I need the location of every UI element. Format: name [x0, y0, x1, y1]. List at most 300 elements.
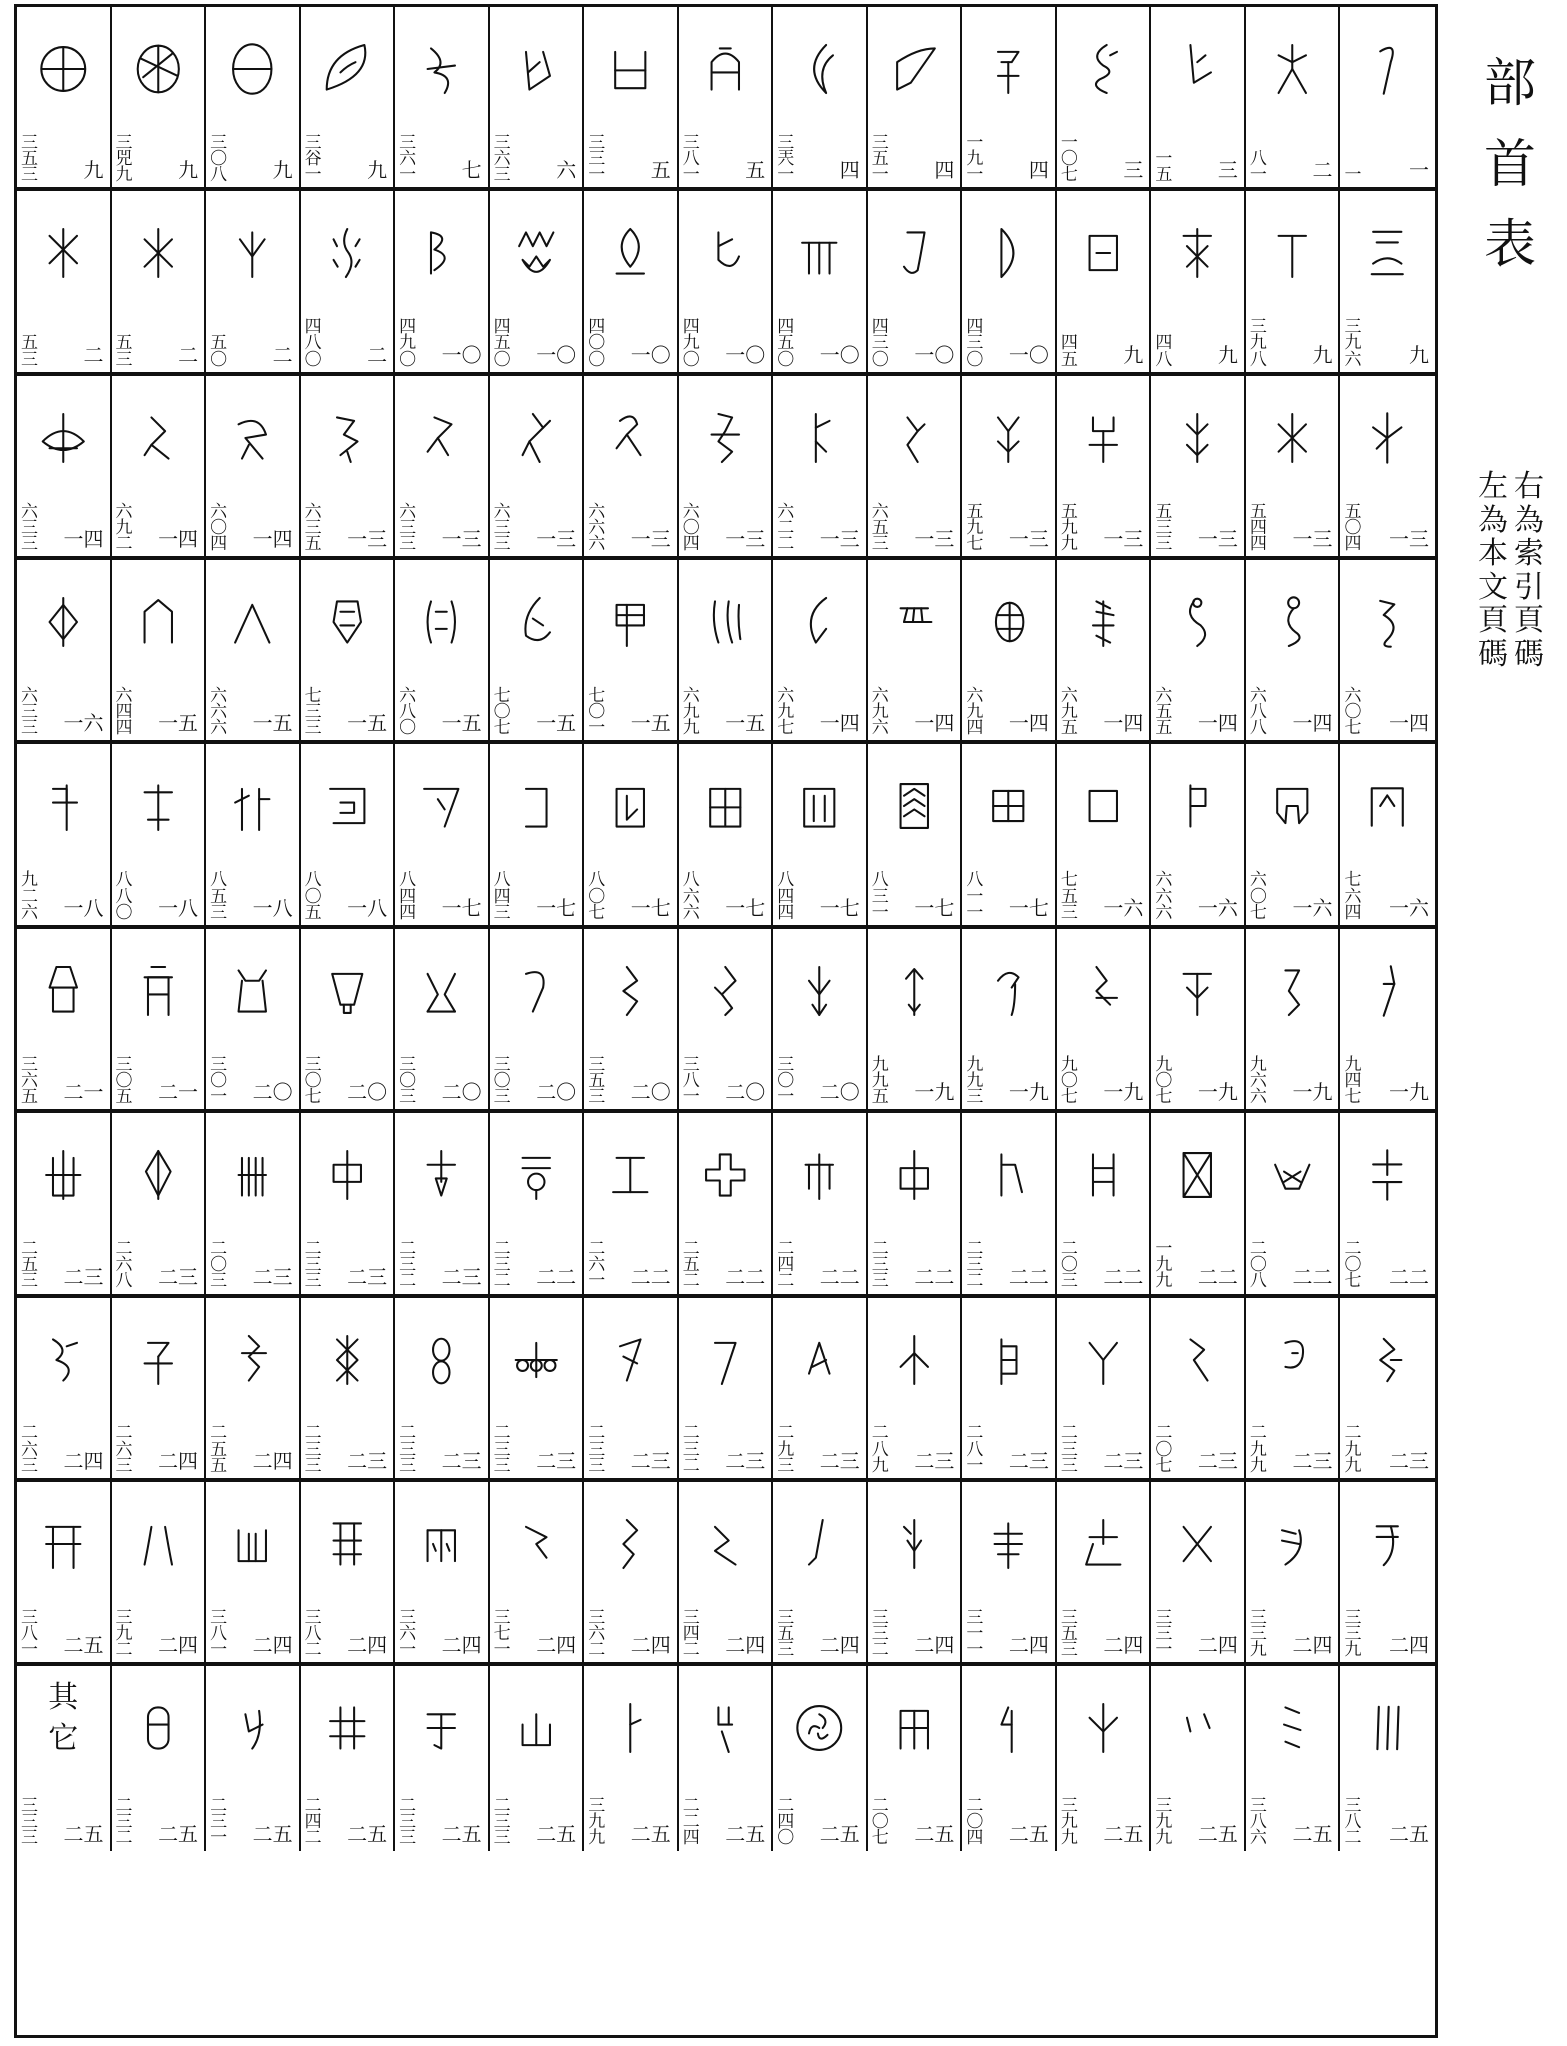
text-page-number: 二二: [819, 1264, 860, 1289]
index-page-number: 二 三 三: [493, 1423, 511, 1476]
index-page-number: 二 三 二: [493, 1239, 511, 1292]
radical-entry: [490, 929, 585, 1113]
radical-glyph-icon: [218, 945, 287, 1037]
radical-glyph-icon: [313, 1682, 382, 1774]
radical-glyph-icon: [785, 1129, 854, 1221]
index-page-number: 五 四 四: [1249, 501, 1267, 554]
radical-glyph-icon: [691, 945, 760, 1037]
text-page-number: 二五: [914, 1821, 955, 1846]
index-page-number: 一 五: [1155, 149, 1173, 186]
radical-entry: [1151, 376, 1246, 560]
radical-entry: [112, 1298, 207, 1482]
radical-entry: [17, 560, 112, 744]
text-page-number: 九: [367, 158, 388, 183]
text-page-number: 一九: [1103, 1080, 1144, 1105]
text-page-number: 四: [934, 158, 955, 183]
text-page-number: 二〇: [819, 1080, 860, 1105]
index-page-number: 四 三 〇: [871, 317, 889, 370]
index-page-number: 二 九 九: [1249, 1423, 1267, 1476]
index-page-number: 二 五 二: [682, 1239, 700, 1292]
text-page-number: 一五: [441, 711, 482, 736]
text-page-number: 一〇: [441, 342, 482, 367]
text-page-number: 一五: [347, 711, 388, 736]
text-page-number: 二〇: [347, 1080, 388, 1105]
index-page-number: 二 〇 八: [1249, 1239, 1267, 1292]
index-page-number: 五 三 三: [1155, 501, 1173, 554]
index-page-number: 三 八 一: [682, 1054, 700, 1108]
index-page-number: 五 九 九: [1060, 501, 1078, 554]
text-page-number: 一九: [1197, 1080, 1238, 1105]
index-note: [1478, 440, 1567, 780]
radical-entry: [17, 929, 112, 1113]
radical-entry: [679, 191, 774, 375]
radical-glyph-icon: [974, 392, 1043, 484]
radical-glyph-icon: [1069, 207, 1138, 299]
radical-glyph-icon: [785, 1314, 854, 1406]
radical-entry: [679, 1298, 774, 1482]
radical-glyph-icon: [407, 1314, 476, 1406]
radical-glyph-icon: [1163, 576, 1232, 668]
radical-entry: [1340, 1113, 1435, 1297]
radical-entry: [395, 929, 490, 1113]
index-page-number: 九 〇 七: [1155, 1054, 1173, 1108]
radical-entry: [1246, 929, 1341, 1113]
text-page-number: 二四: [536, 1633, 577, 1658]
text-page-number: 一七: [630, 895, 671, 920]
radical-entry: [1151, 191, 1246, 375]
radical-entry: [17, 1482, 112, 1666]
radical-glyph-icon: [313, 23, 382, 115]
title-char: 首: [1484, 134, 1537, 195]
text-page-number: 二〇: [536, 1080, 577, 1105]
index-page-number: 二 三 二: [399, 1239, 417, 1292]
text-page-number: 二二: [914, 1264, 955, 1289]
text-page-number: 二五: [252, 1821, 293, 1846]
text-page-number: 一六: [1388, 895, 1429, 920]
radical-entry: [17, 744, 112, 928]
index-page-number: 二 四 二: [304, 1796, 322, 1849]
radical-glyph-icon: [218, 760, 287, 852]
index-page-number: 四 八: [1155, 333, 1173, 370]
text-page-number: 一七: [725, 895, 766, 920]
radical-glyph-icon: [785, 1498, 854, 1590]
radical-glyph-icon: [407, 1682, 476, 1774]
radical-entry: [1151, 929, 1246, 1113]
radical-entry: [1057, 1666, 1152, 1850]
index-page-number: 三 八 一: [682, 132, 700, 186]
radical-entry: [1057, 1482, 1152, 1666]
index-page-number: 八 八 〇: [115, 870, 133, 923]
index-page-number: 六 九 五: [1060, 686, 1078, 739]
radical-glyph-icon: [1352, 1682, 1423, 1774]
radical-glyph-icon: [785, 392, 854, 484]
index-page-number: 三 八 二: [304, 1607, 322, 1661]
radical-glyph-icon: [596, 760, 665, 852]
radical-entry: [773, 560, 868, 744]
text-page-number: 二〇: [441, 1080, 482, 1105]
radical-entry: [773, 7, 868, 191]
radical-entry: [868, 7, 963, 191]
index-page-number: 六 九 七: [777, 686, 795, 739]
radical-glyph-icon: [1163, 1314, 1232, 1406]
radical-entry: [1246, 7, 1341, 191]
radical-entry: [490, 1666, 585, 1850]
text-page-number: 二四: [630, 1633, 671, 1658]
radical-entry: [1340, 191, 1435, 375]
index-page-number: 七 〇 一: [588, 686, 606, 739]
radical-glyph-icon: [29, 1129, 98, 1221]
index-page-number: 八 一 一: [966, 870, 984, 923]
index-page-number: 二 三 三: [871, 1239, 889, 1292]
index-page-number: 七 〇 七: [493, 686, 511, 739]
text-page-number: 一三: [914, 527, 955, 552]
radical-glyph-icon: [502, 576, 571, 668]
index-page-number: 六 八 〇: [399, 686, 417, 739]
text-page-number: 二四: [347, 1633, 388, 1658]
index-page-number: 四 八 〇: [304, 317, 322, 370]
radical-entry: [1151, 560, 1246, 744]
index-page-number: 二 三 三: [304, 1423, 322, 1476]
index-page-number: 六 三 三: [21, 686, 38, 739]
radical-glyph-icon: [880, 392, 949, 484]
radical-glyph-icon: [1258, 1682, 1327, 1774]
radical-entry: [112, 929, 207, 1113]
radical-entry: [301, 1298, 396, 1482]
index-page-number: 二 〇 七: [871, 1796, 889, 1849]
text-page-number: 一三: [1008, 527, 1049, 552]
radical-glyph-icon: [596, 945, 665, 1037]
radical-entry: [112, 560, 207, 744]
radical-entry: [679, 1666, 774, 1850]
radical-glyph-icon: [1069, 23, 1138, 115]
index-page-number: 二 六 一: [588, 1239, 606, 1292]
radical-entry: [962, 1298, 1057, 1482]
index-page-number: 二 〇 七: [1155, 1423, 1173, 1476]
index-page-number: 五 〇 四: [1344, 501, 1362, 554]
radical-glyph-icon: [313, 760, 382, 852]
radical-glyph-icon: [1258, 760, 1327, 852]
radical-entry: [1246, 1482, 1341, 1666]
radical-glyph-icon: [1258, 1129, 1327, 1221]
radical-entry: [112, 7, 207, 191]
radical-entry: [962, 1666, 1057, 1850]
radical-entry: [395, 744, 490, 928]
radical-glyph-icon: [407, 1129, 476, 1221]
radical-glyph-icon: [974, 23, 1043, 115]
index-page-number: 一 〇 七: [1060, 132, 1078, 186]
radical-glyph-icon: [124, 1498, 193, 1590]
radical-glyph-icon: [880, 1498, 949, 1590]
text-page-number: 二三: [1388, 1448, 1429, 1473]
index-page-number: 三 五 三: [777, 1607, 795, 1661]
text-page-number: 一三: [347, 527, 388, 552]
radical-glyph-icon: [880, 1129, 949, 1221]
index-page-number: 三 六 一: [399, 1607, 417, 1661]
radical-entry: [1151, 1113, 1246, 1297]
index-page-number: 二 三 一: [210, 1796, 228, 1849]
radical-entry: [773, 744, 868, 928]
radical-glyph-icon: [785, 23, 854, 115]
radical-entry: [962, 744, 1057, 928]
index-page-number: 三 〇 五: [115, 1054, 133, 1108]
index-page-number: 八 〇 五: [304, 870, 322, 923]
index-page-number: 六 〇 七: [1344, 686, 1362, 739]
radical-glyph-icon: [1258, 207, 1327, 299]
text-page-number: 一四: [914, 711, 955, 736]
index-page-number: 二 〇 四: [966, 1796, 984, 1849]
text-page-number: 九: [1217, 342, 1238, 367]
radical-glyph-icon: [1352, 207, 1423, 299]
text-page-number: 九: [1408, 342, 1429, 367]
index-page-number: 二 四 〇: [777, 1796, 795, 1849]
radical-entry: [112, 1482, 207, 1666]
index-page-number: 八 四 四: [777, 870, 795, 923]
index-page-number: 三 八 一: [21, 1607, 38, 1661]
text-page-number: 一七: [914, 895, 955, 920]
radical-entry: [301, 1113, 396, 1297]
radical-entry: [868, 1482, 963, 1666]
radical-entry: [1340, 1298, 1435, 1482]
text-page-number: 二三: [347, 1448, 388, 1473]
radical-entry: [1340, 376, 1435, 560]
page-title: [1484, 44, 1536, 286]
radical-entry: [17, 1113, 112, 1297]
radical-glyph-icon: [880, 576, 949, 668]
index-page-number: 三 六 三: [493, 132, 511, 186]
text-page-number: 二二: [1103, 1264, 1144, 1289]
radical-entry: [1340, 744, 1435, 928]
radical-entry: [584, 376, 679, 560]
index-page-number: 四 三 〇: [966, 317, 984, 370]
radical-glyph-icon: [1352, 760, 1423, 852]
index-page-number: 三 五 三: [21, 132, 38, 186]
text-page-number: 一三: [536, 527, 577, 552]
radical-entry: [490, 191, 585, 375]
text-page-number: 一四: [1388, 711, 1429, 736]
index-page-number: 四 五 〇: [777, 317, 795, 370]
radical-glyph-icon: [29, 1498, 98, 1590]
radical-glyph-icon: [596, 1314, 665, 1406]
index-page-number: 二 五 五: [210, 1423, 228, 1476]
text-page-number: 一三: [441, 527, 482, 552]
index-page-number: 三 三 三: [21, 1796, 38, 1849]
radical-entry: [395, 7, 490, 191]
radical-entry: [301, 1482, 396, 1666]
radical-entry: [868, 376, 963, 560]
radical-glyph-icon: [124, 1129, 193, 1221]
radical-entry: [584, 7, 679, 191]
index-page-number: 七 五 三: [1060, 870, 1078, 923]
radical-entry: [584, 1666, 679, 1850]
radical-glyph-icon: [29, 23, 98, 115]
radical-entry: [17, 376, 112, 560]
radical-glyph-icon: [880, 760, 949, 852]
radical-glyph-icon: [407, 576, 476, 668]
text-page-number: 二五: [819, 1821, 860, 1846]
index-page-number: 二 三 二: [115, 1796, 133, 1849]
index-page-number: 六 九 四: [966, 686, 984, 739]
radical-glyph-icon: [218, 1498, 287, 1590]
radical-entry: [679, 1482, 774, 1666]
radical-glyph-icon: [1069, 760, 1138, 852]
index-page-number: 三 三 九: [1344, 1607, 1362, 1661]
radical-entry: [773, 1298, 868, 1482]
index-page-number: 三 八 六: [1249, 1796, 1267, 1849]
radical-entry: [679, 744, 774, 928]
text-page-number: 一四: [158, 527, 199, 552]
radical-glyph-icon: [502, 1129, 571, 1221]
text-page-number: 四: [839, 158, 860, 183]
radical-glyph-icon: [880, 1682, 949, 1774]
radical-entry: [395, 1482, 490, 1666]
radical-entry: [206, 376, 301, 560]
index-page-number: 二 二 四: [682, 1796, 700, 1849]
text-page-number: 一〇: [819, 342, 860, 367]
radical-glyph-icon: [785, 760, 854, 852]
index-page-number: 四 五 〇: [493, 317, 511, 370]
radical-glyph-icon: [218, 207, 287, 299]
radical-glyph-icon: [124, 576, 193, 668]
index-page-number: 八 六 六: [682, 870, 700, 923]
radical-entry: [868, 1298, 963, 1482]
radical-entry: [395, 560, 490, 744]
radical-entry: [868, 560, 963, 744]
radical-glyph-icon: [880, 23, 949, 115]
radical-entry: [206, 1666, 301, 1850]
radical-entry: [395, 1113, 490, 1297]
text-page-number: 二二: [725, 1264, 766, 1289]
index-page-number: 三 〇 三: [399, 1054, 417, 1108]
index-page-number: 二 三 三: [399, 1796, 417, 1849]
index-page-number: 二 三 二: [682, 1423, 700, 1476]
index-page-number: 二 三 三: [588, 1423, 606, 1476]
radical-glyph-icon: [785, 945, 854, 1037]
text-page-number: 二一: [158, 1080, 199, 1105]
radical-glyph-icon: [1352, 576, 1423, 668]
radical-glyph-icon: [502, 207, 571, 299]
radical-glyph-icon: [29, 945, 98, 1037]
radical-glyph-icon: [407, 1498, 476, 1590]
text-page-number: 二五: [630, 1821, 671, 1846]
text-page-number: 一〇: [536, 342, 577, 367]
text-page-number: 二三: [1292, 1448, 1333, 1473]
index-page-number: 八 四 三: [493, 870, 511, 923]
index-page-number: 二 三 三: [1060, 1423, 1078, 1476]
index-page-number: 二 八 一: [966, 1423, 984, 1476]
radical-glyph-icon: [313, 576, 382, 668]
radical-entry: [584, 1298, 679, 1482]
index-page-number: 六 九 二: [115, 501, 133, 554]
radical-glyph-icon: [1069, 945, 1138, 1037]
radical-glyph-icon: [218, 392, 287, 484]
index-page-number: 四 九 〇: [399, 317, 417, 370]
text-page-number: 一五: [630, 711, 671, 736]
text-page-number: 一四: [819, 711, 860, 736]
radical-glyph-icon: [29, 760, 98, 852]
text-page-number: 三: [1217, 158, 1238, 183]
radical-entry: [1246, 1666, 1341, 1850]
text-page-number: 九: [1123, 342, 1144, 367]
radical-glyph-icon: [1069, 1129, 1138, 1221]
radical-entry: [1246, 744, 1341, 928]
radical-glyph-icon: [502, 1682, 571, 1774]
index-page-number: 三 六 一: [399, 132, 417, 186]
radical-entry: [679, 929, 774, 1113]
text-page-number: 二五: [158, 1821, 199, 1846]
radical-entry: [206, 560, 301, 744]
radical-entry: [679, 1113, 774, 1297]
index-page-number: 七 六 四: [1344, 870, 1362, 923]
radical-entry: [584, 1113, 679, 1297]
text-page-number: 五: [745, 158, 766, 183]
radical-glyph-icon: [407, 945, 476, 1037]
radical-entry: [584, 1482, 679, 1666]
radical-glyph-icon: [218, 576, 287, 668]
radical-entry: [395, 1298, 490, 1482]
radical-entry: [1151, 1482, 1246, 1666]
radical-glyph-icon: [880, 207, 949, 299]
radical-glyph-icon: [502, 1314, 571, 1406]
text-page-number: 一〇: [914, 342, 955, 367]
text-page-number: 二二: [1388, 1264, 1429, 1289]
text-page-number: 二二: [1008, 1264, 1049, 1289]
radical-glyph-icon: [596, 576, 665, 668]
index-page-number: 三 一 一: [966, 1607, 984, 1661]
text-page-number: 二〇: [630, 1080, 671, 1105]
index-page-number: 三 九 二: [115, 1607, 133, 1661]
text-page-number: 一三: [1197, 527, 1238, 552]
index-page-number: 三 兕 九: [115, 132, 133, 186]
text-page-number: 一四: [1103, 711, 1144, 736]
text-page-number: 九: [178, 158, 199, 183]
index-page-number: 六 〇 七: [1249, 870, 1267, 923]
radical-entry: [17, 1298, 112, 1482]
text-page-number: 一六: [1197, 895, 1238, 920]
radical-glyph-icon: [1163, 760, 1232, 852]
radical-entry: [1340, 929, 1435, 1113]
radical-glyph-icon: [218, 23, 287, 115]
index-page-number: 三 五 三: [1060, 1607, 1078, 1661]
index-page-number: 二 三 三: [399, 1423, 417, 1476]
text-page-number: 七: [461, 158, 482, 183]
radical-glyph-icon: [1069, 392, 1138, 484]
radical-glyph-icon: [124, 1682, 193, 1774]
text-page-number: 二二: [630, 1264, 671, 1289]
radical-glyph-icon: [974, 576, 1043, 668]
text-page-number: 一五: [158, 711, 199, 736]
radical-glyph-icon: [124, 392, 193, 484]
radical-entry: [490, 744, 585, 928]
text-page-number: 一〇: [725, 342, 766, 367]
text-page-number: 一三: [1388, 527, 1429, 552]
text-page-number: 二三: [441, 1448, 482, 1473]
radical-entry: [962, 929, 1057, 1113]
radical-glyph-icon: [502, 23, 571, 115]
radical-glyph-icon: [1258, 1314, 1327, 1406]
radical-entry: [1057, 560, 1152, 744]
radical-glyph-icon: [1258, 945, 1327, 1037]
text-page-number: 二五: [63, 1633, 104, 1658]
text-page-number: 二二: [536, 1264, 577, 1289]
radical-glyph-icon: [1258, 1498, 1327, 1590]
index-page-number: 三 五 三: [588, 1054, 606, 1108]
radical-glyph-icon: [691, 760, 760, 852]
radical-entry: [1057, 376, 1152, 560]
radical-entry: [112, 744, 207, 928]
radical-entry: [1246, 376, 1341, 560]
index-page-number: 六 〇 四: [210, 501, 228, 554]
text-page-number: 二: [272, 342, 293, 367]
